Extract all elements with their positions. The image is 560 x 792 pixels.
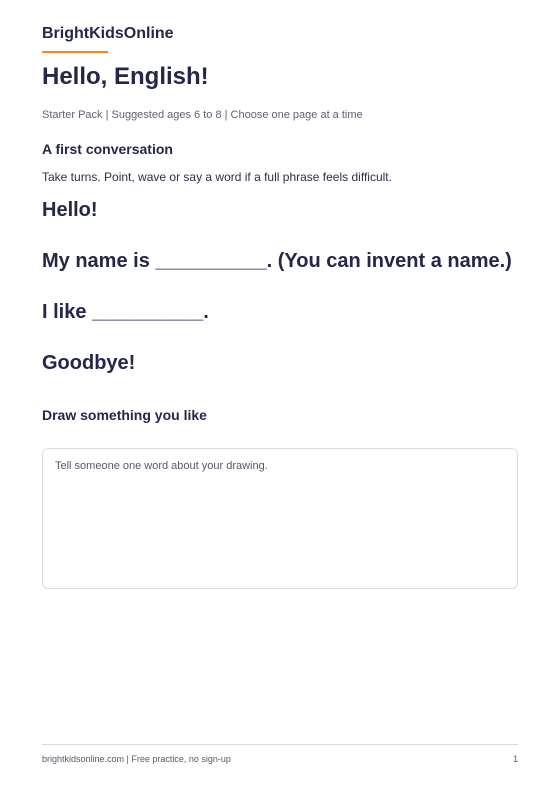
conversation-heading: A first conversation [42, 141, 173, 157]
phrase-my-name: My name is __________. (You can invent a name.) [42, 250, 512, 272]
conversation-instruction: Take turns. Point, wave or say a word if a full phrase feels difficult. [42, 170, 392, 184]
brand-name: BrightKidsOnline [42, 25, 174, 42]
footer-site-info: brightkidsonline.com | Free practice, no sign-up [42, 754, 231, 764]
phrase-i-like: I like __________. [42, 301, 209, 323]
drawing-area[interactable] [42, 448, 518, 589]
drawing-prompt: Tell someone one word about your drawing. [55, 460, 268, 472]
phrase-hello: Hello! [42, 199, 98, 221]
brand-accent-rule [42, 51, 108, 53]
footer-divider [42, 744, 518, 745]
phrase-goodbye: Goodbye! [42, 352, 136, 374]
page-title: Hello, English! [42, 63, 209, 90]
worksheet-meta: Starter Pack | Suggested ages 6 to 8 | Choose one page at a time [42, 109, 363, 121]
drawing-heading: Draw something you like [42, 407, 207, 423]
page-number: 1 [512, 754, 518, 764]
